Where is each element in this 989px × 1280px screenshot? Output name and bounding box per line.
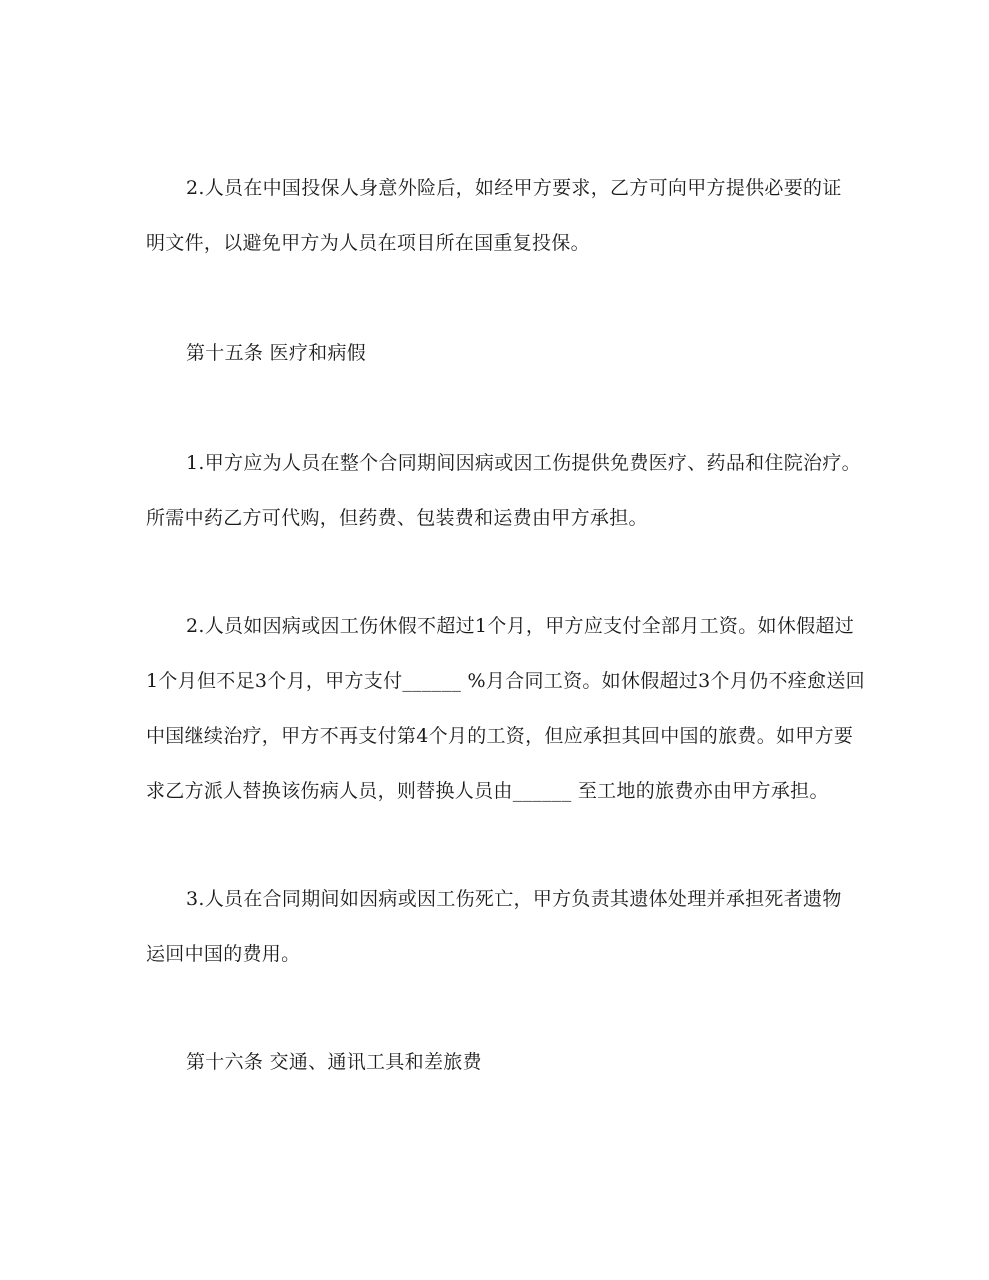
medical-item-2-line-1: 2.人员如因病或因工伤休假不超过1个月，甲方应支付全部月工资。如休假超过 xyxy=(186,615,855,637)
insurance-item-2-line-1: 2.人员在中国投保人身意外险后，如经甲方要求，乙方可向甲方提供必要的证 xyxy=(186,177,842,199)
medical-item-1-line-2: 所需中药乙方可代购，但药费、包装费和运费由甲方承担。 xyxy=(146,507,648,529)
insurance-item-2-line-2: 明文件，以避免甲方为人员在项目所在国重复投保。 xyxy=(146,232,590,254)
medical-item-2-line-4: 求乙方派人替换该伤病人员，则替换人员由______ 至工地的旅费亦由甲方承担。 xyxy=(146,780,829,802)
medical-item-3-line-1: 3.人员在合同期间如因病或因工伤死亡，甲方负责其遗体处理并承担死者遗物 xyxy=(186,888,842,910)
medical-item-3-line-2: 运回中国的费用。 xyxy=(146,943,301,965)
article-16-heading: 第十六条 交通、通讯工具和差旅费 xyxy=(186,1051,482,1073)
medical-item-1-line-1: 1.甲方应为人员在整个合同期间因病或因工伤提供免费医疗、药品和住院治疗。 xyxy=(186,452,861,474)
medical-item-2-line-2: 1个月但不足3个月，甲方支付______ %月合同工资。如休假超过3个月仍不痊愈送回 xyxy=(146,670,865,692)
article-15-heading: 第十五条 医疗和病假 xyxy=(186,342,367,364)
medical-item-2-line-3: 中国继续治疗，甲方不再支付第4个月的工资，但应承担其回中国的旅费。如甲方要 xyxy=(146,725,854,747)
